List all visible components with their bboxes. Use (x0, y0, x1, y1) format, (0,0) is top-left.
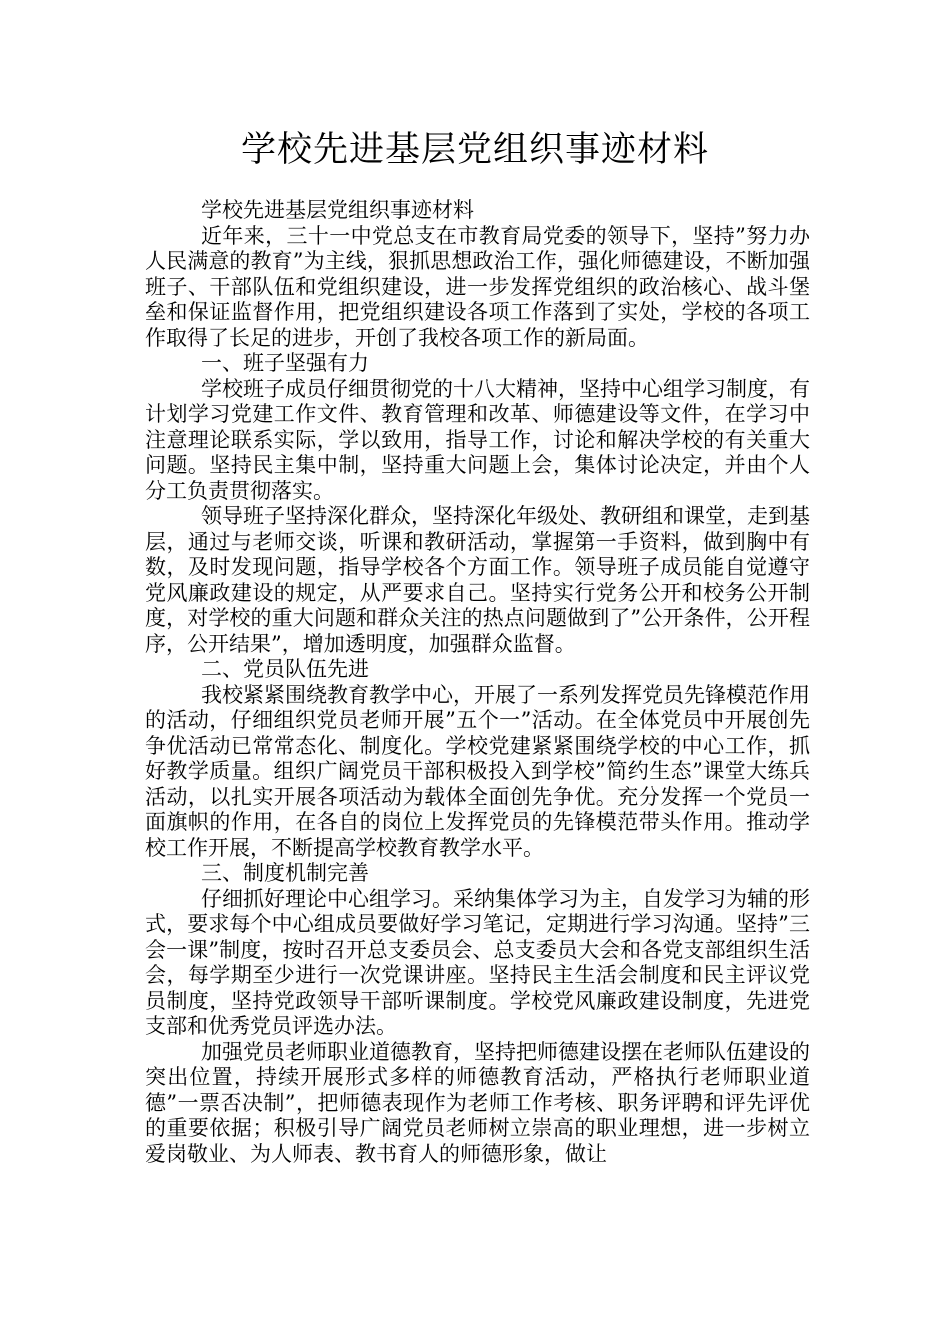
paragraph: 我校紧紧围绕教育教学中心，开展了一系列发挥党员先锋模范作用的活动，仔细组织党员老师开展”五个一”活动。在全体党员中开展创先争优活动已常常态化、制度化。学校党建紧紧围绕学校的中心工作，抓好教学质量。组织广阔党员干部积极投入到学校”简约生态”课堂大练兵活动，以扎实开展各项活动为载体全面创先争优。充分发挥一个党员一面旗帜的作用，在各自的岗位上发挥党员的先锋模范带头作用。推动学校工作开展，不断提高学校教育教学水平。 (145, 682, 810, 860)
paragraph: 学校班子成员仔细贯彻党的十八大精神，坚持中心组学习制度，有计划学习党建工作文件、教育管理和改革、师德建设等文件，在学习中注意理论联系实际，学以致用，指导工作，讨论和解决学校的有关重大问题。坚持民主集中制，坚持重大问题上会，集体讨论决定，并由个人分工负责贯彻落实。 (145, 376, 810, 503)
paragraph: 领导班子坚持深化群众，坚持深化年级处、教研组和课堂，走到基层，通过与老师交谈，听课和教研活动，掌握第一手资料，做到胸中有数，及时发现问题，指导学校各个方面工作。领导班子成员能自觉遵守党风廉政建设的规定，从严要求自己。坚持实行党务公开和校务公开制度，对学校的重大问题和群众关注的热点问题做到了”公开条件，公开程序，公开结果”，增加透明度，加强群众监督。 (145, 504, 810, 656)
paragraph-subtitle: 学校先进基层党组织事迹材料 (201, 198, 474, 222)
document-title: 学校先进基层党组织事迹材料 (240, 130, 709, 170)
section-heading-1: 一、班子坚强有力 (201, 351, 369, 375)
section-heading-3: 三、制度机制完善 (201, 861, 369, 885)
paragraph: 加强党员老师职业道德教育，坚持把师德建设摆在老师队伍建设的突出位置，持续开展形式多样的师德教育活动，严格执行老师职业道德”一票否决制”，把师德表现作为老师工作考核、职务评聘和评先评优的重要依据；积极引导广阔党员老师树立崇高的职业理想，进一步树立爱岗敬业、为人师表、教书育人的师德形象，做让 (145, 1039, 810, 1166)
section-heading-2: 二、党员队伍先进 (201, 657, 369, 681)
paragraph: 仔细抓好理论中心组学习。采纳集体学习为主，自发学习为辅的形式，要求每个中心组成员要做好学习笔记，定期进行学习沟通。坚持”三会一课”制度，按时召开总支委员会、总支委员大会和各党支部组织生活会，每学期至少进行一次党课讲座。坚持民主生活会制度和民主评议党员制度，坚持党政领导干部听课制度。学校党风廉政建设制度，先进党支部和优秀党员评选办法。 (145, 886, 810, 1038)
document-body (145, 198, 810, 1167)
paragraph-intro: 近年来，三十一中党总支在市教育局党委的领导下，坚持”努力办人民满意的教育”为主线，狠抓思想政治工作，强化师德建设，不断加强班子、干部队伍和党组织建设，进一步发挥党组织的政治核心、战斗堡垒和保证监督作用，把党组织建设各项工作落到了实处，学校的各项工作取得了长足的进步，开创了我校各项工作的新局面。 (145, 223, 810, 350)
